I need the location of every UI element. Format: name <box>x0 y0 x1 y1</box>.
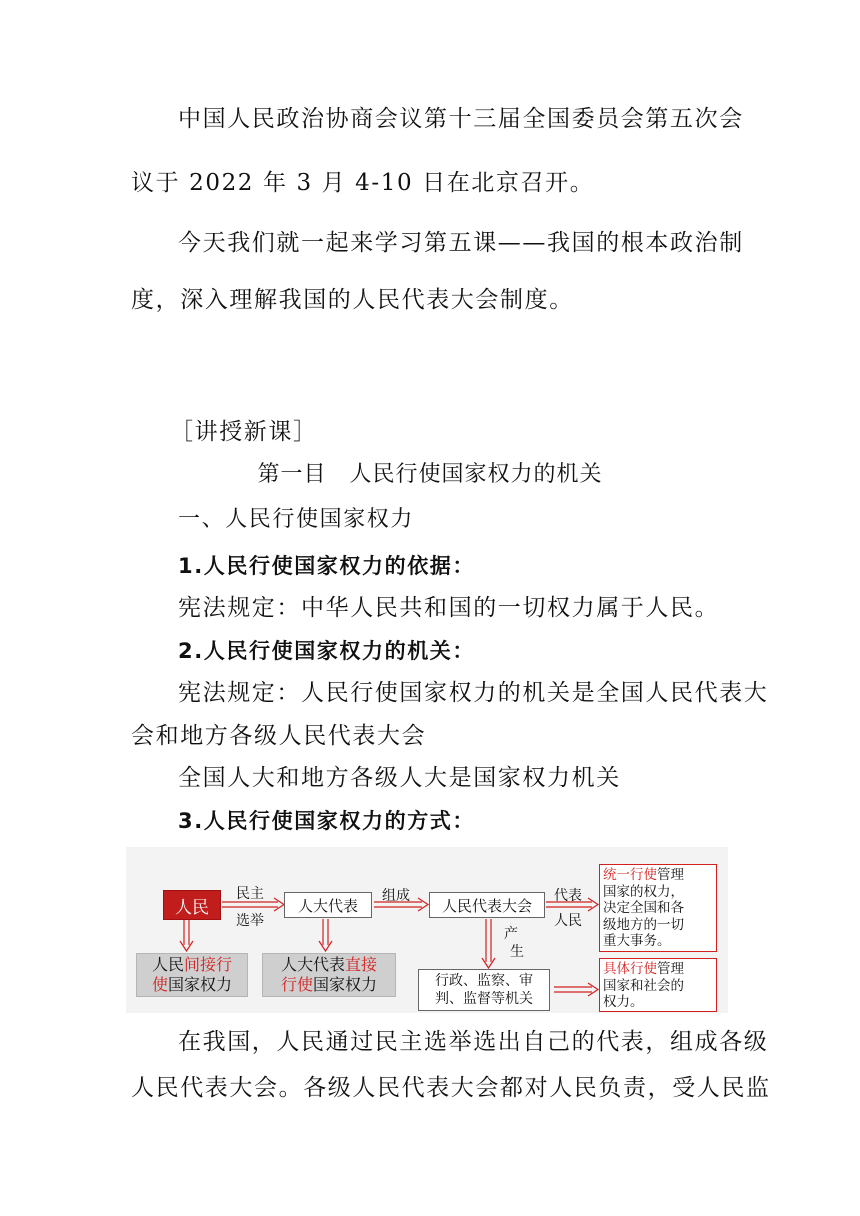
intro-line: 议于 2022 年 3 月 4-10 日在北京召开。 <box>131 170 595 196</box>
unified-text: 国家的权力， <box>603 883 684 900</box>
deputies-box: 人大代表 <box>284 892 372 918</box>
item2-text: 会和地方各级人民代表大会 <box>131 723 427 749</box>
specific-text: 管理 <box>657 961 684 977</box>
unified-highlight: 统一行使 <box>603 867 657 883</box>
arrow-label-election: 选举 <box>236 913 264 929</box>
item3-heading: 3.人民行使国家权力的方式： <box>178 809 475 833</box>
specific-exercise-box <box>599 958 717 1012</box>
indirect-highlight: 使 <box>151 975 168 994</box>
unified-text: 级地方的一切 <box>603 916 684 933</box>
arrow-label-represent: 代表 <box>554 888 582 904</box>
closing-line: 人民代表大会。各级人民代表大会都对人民负责，受人民监 <box>131 1075 771 1101</box>
intro-line: 今天我们就一起来学习第五课——我国的根本政治制 <box>178 230 744 256</box>
lesson-title: 第一目 人民行使国家权力的机关 <box>257 462 603 487</box>
arrow-label-produce-1: 产 <box>504 926 518 942</box>
organs-line: 判、监督等机关 <box>435 991 533 1007</box>
specific-text: 国家和社会的 <box>603 977 684 994</box>
item1-text: 宪法规定：中华人民共和国的一切权力属于人民。 <box>178 595 720 621</box>
arrow-label-produce-2: 生 <box>510 944 524 960</box>
people-box: 人民 <box>163 890 221 920</box>
arrow-label-people: 人民 <box>554 913 582 929</box>
arrow-label-compose: 组成 <box>382 888 410 904</box>
item2-heading: 2.人民行使国家权力的机关： <box>178 639 475 663</box>
power-flow-diagram <box>126 847 728 1013</box>
heading-one: 一、人民行使国家权力 <box>178 507 415 532</box>
unified-text: 管理 <box>657 867 684 883</box>
unified-text: 重大事务。 <box>603 933 671 949</box>
section-label: ［讲授新课］ <box>170 419 318 445</box>
unified-exercise-box <box>599 864 717 952</box>
item2-text: 宪法规定：人民行使国家权力的机关是全国人民代表大 <box>178 680 769 706</box>
unified-text: 决定全国和各 <box>603 900 684 916</box>
direct-text: 国家权力 <box>313 975 378 994</box>
closing-line: 在我国，人民通过民主选举选出自己的代表，组成各级 <box>178 1029 769 1055</box>
organs-box <box>418 969 550 1011</box>
indirect-highlight: 间接行 <box>184 955 233 974</box>
specific-highlight: 具体行使 <box>603 961 657 977</box>
specific-text: 权力。 <box>603 994 644 1010</box>
arrow-label-democratic: 民主 <box>236 886 264 902</box>
indirect-text: 人民 <box>151 955 184 974</box>
indirect-box <box>136 953 248 997</box>
item1-heading: 1.人民行使国家权力的依据： <box>178 554 475 578</box>
indirect-text: 国家权力 <box>168 975 233 994</box>
direct-highlight: 直接 <box>345 955 378 974</box>
congress-box: 人民代表大会 <box>429 892 545 918</box>
organs-line: 行政、监察、审 <box>435 973 533 989</box>
item2-text2: 全国人大和地方各级人大是国家权力机关 <box>178 765 621 791</box>
intro-line: 中国人民政治协商会议第十三届全国委员会第五次会 <box>178 106 744 132</box>
direct-text: 人大代表 <box>280 955 345 974</box>
direct-box <box>262 953 396 997</box>
direct-highlight: 行使 <box>280 975 313 994</box>
intro-line: 度，深入理解我国的人民代表大会制度。 <box>131 287 574 313</box>
